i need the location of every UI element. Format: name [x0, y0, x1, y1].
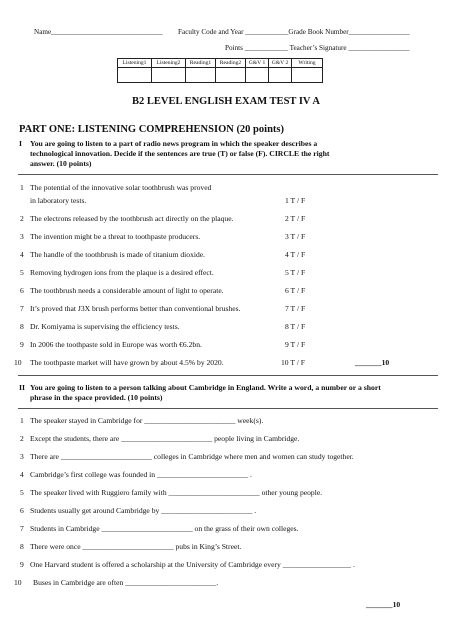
- true-false-choice[interactable]: 3 T / F: [285, 232, 306, 241]
- score-column-header: Reading2: [216, 59, 246, 68]
- question-number: 8: [20, 542, 24, 551]
- faculty-code-field[interactable]: Faculty Code and Year ____________Grade Book Number_________________: [178, 28, 410, 36]
- score-column-header: Listening1: [118, 59, 152, 68]
- fill-in-question[interactable]: Buses in Cambridge are often ________________________.: [33, 578, 219, 587]
- score-cell[interactable]: [152, 68, 186, 83]
- question-text: The invention might be a threat to toothpaste producers.: [30, 232, 201, 241]
- question-text: The potential of the innovative solar toothbrush was proved: [30, 183, 212, 192]
- question-text: Dr. Komiyama is supervising the efficiency tests.: [30, 322, 180, 331]
- true-false-choice[interactable]: 1 T / F: [285, 196, 306, 205]
- divider: [18, 375, 438, 376]
- fill-in-question[interactable]: One Harvard student is offered a scholarship at the University of Cambridge every __________________ .: [30, 560, 355, 569]
- question-number: 3: [20, 232, 24, 241]
- page-title: B2 LEVEL ENGLISH EXAM TEST IV A: [132, 96, 320, 107]
- question-number: 1: [20, 416, 24, 425]
- score-column-header: Listening2: [152, 59, 186, 68]
- true-false-choice[interactable]: 4 T / F: [285, 250, 306, 259]
- name-field[interactable]: Name_______________________________: [34, 28, 163, 36]
- score-column-header: Writing: [292, 59, 323, 68]
- fill-in-question[interactable]: Students usually get around Cambridge by ________________________ .: [30, 506, 257, 515]
- question-number: 5: [20, 268, 24, 277]
- fill-in-question[interactable]: There were once ________________________ pubs in King’s Street.: [30, 542, 242, 551]
- question-number: 7: [20, 304, 24, 313]
- fill-in-question[interactable]: Students in Cambridge ________________________ on the grass of their own colleges.: [30, 524, 299, 533]
- question-number: 1: [20, 183, 24, 192]
- fill-in-question[interactable]: Except the students, there are ________________________ people living in Cambridge.: [30, 434, 300, 443]
- true-false-choice[interactable]: 5 T / F: [285, 268, 306, 277]
- question-text: In 2006 the toothpaste sold in Europe was worth €6.2bn.: [30, 340, 202, 349]
- section-instruction: phrase in the space provided. (10 points): [30, 393, 163, 402]
- question-number: 8: [20, 322, 24, 331]
- question-number: 6: [20, 506, 24, 515]
- section-numeral: II: [19, 383, 25, 392]
- score-cell[interactable]: [186, 68, 216, 83]
- question-number: 7: [20, 524, 24, 533]
- question-number: 9: [20, 560, 24, 569]
- fill-in-question[interactable]: Cambridge’s first college was founded in ________________________ .: [30, 470, 252, 479]
- fill-in-question[interactable]: The speaker lived with Ruggiero family with ________________________ other young people.: [30, 488, 323, 497]
- question-text: It’s proved that J3X brush performs better than conventional brushes.: [30, 304, 241, 313]
- score-cell[interactable]: [216, 68, 246, 83]
- part-heading: PART ONE: LISTENING COMPREHENSION (20 points): [19, 124, 284, 135]
- question-text: The handle of the toothbrush is made of titanium dioxide.: [30, 250, 206, 259]
- true-false-choice[interactable]: 9 T / F: [285, 340, 306, 349]
- true-false-choice[interactable]: 6 T / F: [285, 286, 306, 295]
- section-instruction: technological innovation. Decide if the sentences are true (T) or false (F). CIRCLE the right: [30, 149, 330, 158]
- score-cell[interactable]: [118, 68, 152, 83]
- score-cell[interactable]: [292, 68, 323, 83]
- section-instruction: You are going to listen to a part of radio news program in which the speaker describes a: [30, 139, 318, 148]
- true-false-choice[interactable]: 7 T / F: [285, 304, 306, 313]
- section-instruction: answer. (10 points): [30, 159, 92, 168]
- question-text: The toothbrush needs a considerable amount of light to operate.: [30, 286, 224, 295]
- question-number: 6: [20, 286, 24, 295]
- score-column-header: G&V 1: [246, 59, 269, 68]
- score-cell[interactable]: [269, 68, 292, 83]
- question-number: 4: [20, 470, 24, 479]
- true-false-choice[interactable]: 8 T / F: [285, 322, 306, 331]
- score-table: [117, 58, 323, 83]
- fill-in-question[interactable]: There are ________________________ colleges in Cambridge where men and women can study together.: [30, 452, 354, 461]
- question-number: 3: [20, 452, 24, 461]
- divider: [18, 174, 438, 175]
- score-cell[interactable]: [246, 68, 269, 83]
- question-number: 10: [14, 358, 22, 367]
- section-numeral: I: [19, 139, 22, 148]
- question-text: Removing hydrogen ions from the plaque is a desired effect.: [30, 268, 214, 277]
- section-instruction: You are going to listen to a person talking about Cambridge in England. Write a word, a number or a short: [30, 383, 381, 392]
- score-column-header: G&V 2: [269, 59, 292, 68]
- score-column-header: Reading1: [186, 59, 216, 68]
- true-false-choice[interactable]: 2 T / F: [285, 214, 306, 223]
- points-signature-field[interactable]: Points ____________ Teacher’s Signature _________________: [225, 44, 410, 52]
- true-false-choice[interactable]: 10 T / F: [281, 358, 305, 367]
- question-number: 9: [20, 340, 24, 349]
- divider: [18, 408, 438, 409]
- fill-in-question[interactable]: The speaker stayed in Cambridge for ________________________ week(s).: [30, 416, 264, 425]
- question-text: The electrons released by the toothbrush act directly on the plaque.: [30, 214, 234, 223]
- question-number: 5: [20, 488, 24, 497]
- question-text: in laboratory tests.: [30, 196, 87, 205]
- question-number: 2: [20, 214, 24, 223]
- section-score[interactable]: _______10: [366, 600, 401, 609]
- question-number: 10: [14, 578, 22, 587]
- question-text: The toothpaste market will have grown by about 4.5% by 2020.: [30, 358, 224, 367]
- section-score[interactable]: _______10: [355, 358, 390, 367]
- question-number: 2: [20, 434, 24, 443]
- question-number: 4: [20, 250, 24, 259]
